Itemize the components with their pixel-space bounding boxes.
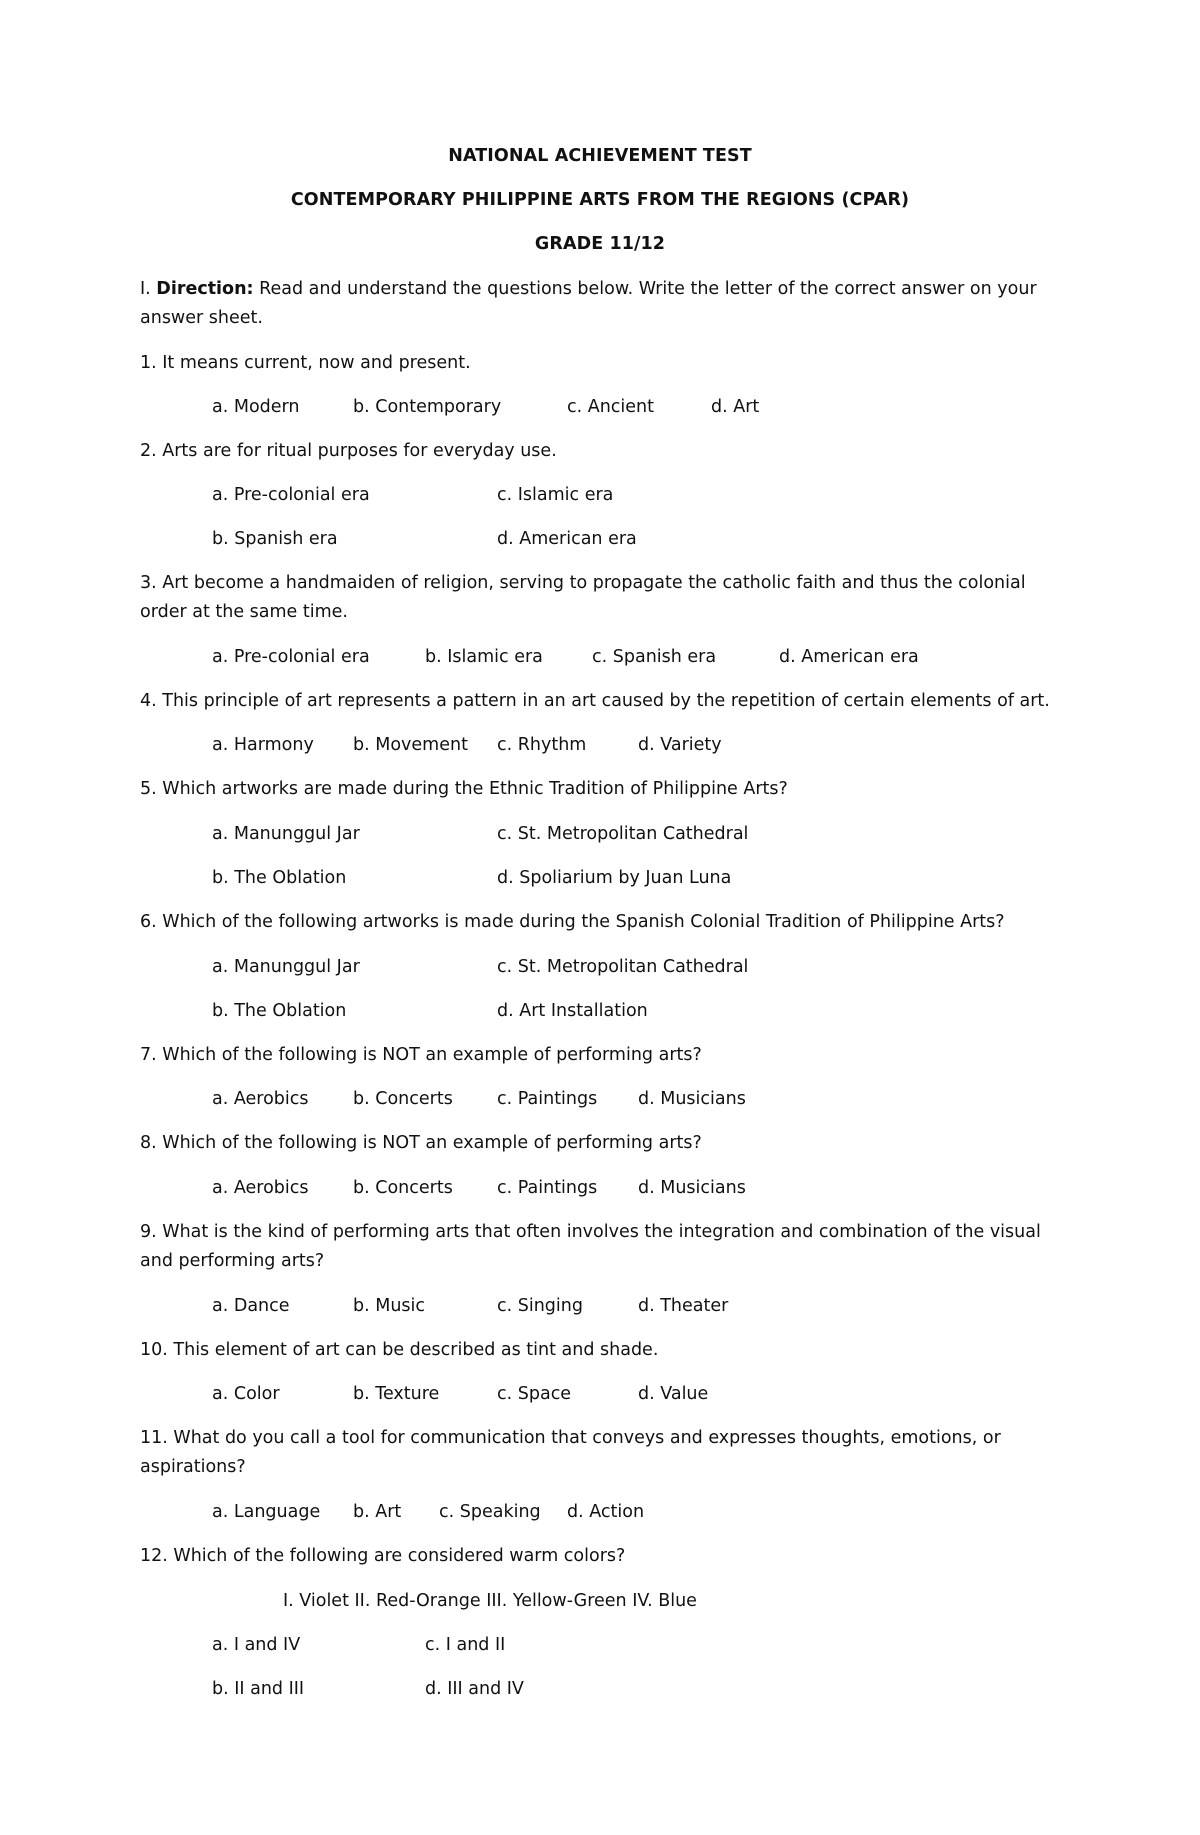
question-12 <box>140 1542 1060 1571</box>
option-a: a. I and IV <box>212 1635 301 1655</box>
option-d: d. Action <box>567 1502 645 1522</box>
question-text: Art become a handmaiden of religion, serving to propagate the catholic faith and thus the colonial order at the same time. <box>140 573 1026 622</box>
option-d: d. Spoliarium by Juan Luna <box>497 868 732 888</box>
option-c: c. Spanish era <box>592 647 717 667</box>
question-text: This element of art can be described as tint and shade. <box>167 1340 659 1360</box>
option-b: b. Movement <box>353 735 468 755</box>
question-number: 8. <box>140 1133 157 1153</box>
question-number: 4. <box>140 691 157 711</box>
option-b: b. Texture <box>353 1384 440 1404</box>
question-4 <box>140 687 1060 716</box>
option-d: d. Musicians <box>638 1089 746 1109</box>
option-c: c. Space <box>497 1384 572 1404</box>
color-list: I. Violet II. Red-Orange III. Yellow-Green IV. Blue <box>283 1591 697 1611</box>
question-text: This principle of art represents a pattern in an art caused by the repetition of certain elements of art. <box>156 691 1050 711</box>
option-c: c. Ancient <box>567 397 655 417</box>
question-10 <box>140 1336 1060 1365</box>
grade-title: GRADE 11/12 <box>534 234 666 254</box>
option-a: a. Aerobics <box>212 1178 309 1198</box>
option-a: a. Manunggul Jar <box>212 957 360 977</box>
option-c: c. St. Metropolitan Cathedral <box>497 824 749 844</box>
option-a: a. Pre-colonial era <box>212 647 370 667</box>
option-d: d. Art Installation <box>497 1001 648 1021</box>
option-c: c. Paintings <box>497 1089 598 1109</box>
option-a: a. Harmony <box>212 735 314 755</box>
question-text: Which of the following is NOT an example of performing arts? <box>156 1133 702 1153</box>
question-text: What is the kind of performing arts that often involves the integration and combination of the visual and performing arts? <box>140 1222 1041 1271</box>
question-6 <box>140 908 1060 937</box>
question-3 <box>140 569 1060 627</box>
question-11 <box>140 1424 1060 1482</box>
question-1 <box>140 349 1060 378</box>
question-number: 6. <box>140 912 157 932</box>
option-d: d. Musicians <box>638 1178 746 1198</box>
option-c: c. Islamic era <box>497 485 614 505</box>
question-8 <box>140 1129 1060 1158</box>
option-d: d. American era <box>497 529 637 549</box>
question-text: It means current, now and present. <box>156 353 471 373</box>
option-c: c. Paintings <box>497 1178 598 1198</box>
question-text: Which artworks are made during the Ethnic Tradition of Philippine Arts? <box>156 779 788 799</box>
option-d: d. III and IV <box>425 1679 524 1699</box>
question-number: 11. <box>140 1428 168 1448</box>
question-text: Which of the following are considered warm colors? <box>167 1546 626 1566</box>
option-a: a. Pre-colonial era <box>212 485 370 505</box>
option-d: d. Art <box>711 397 760 417</box>
option-b: b. Concerts <box>353 1178 453 1198</box>
subject-title: CONTEMPORARY PHILIPPINE ARTS FROM THE REGIONS (CPAR) <box>290 190 910 210</box>
option-b: b. Spanish era <box>212 529 338 549</box>
question-text: Which of the following artworks is made during the Spanish Colonial Tradition of Philippine Arts? <box>156 912 1005 932</box>
option-c: c. Singing <box>497 1296 583 1316</box>
option-c: c. Speaking <box>439 1502 541 1522</box>
question-number: 9. <box>140 1222 157 1242</box>
question-number: 3. <box>140 573 157 593</box>
option-d: d. American era <box>779 647 919 667</box>
option-d: d. Theater <box>638 1296 729 1316</box>
question-text: What do you call a tool for communication that conveys and expresses thoughts, emotions, or aspirations? <box>140 1428 1001 1477</box>
question-5 <box>140 775 1060 804</box>
option-b: b. Music <box>353 1296 426 1316</box>
direction-text: Read and understand the questions below. Write the letter of the correct answer on your answer sheet. <box>140 279 1037 328</box>
question-number: 10. <box>140 1340 168 1360</box>
option-d: d. Variety <box>638 735 722 755</box>
option-a: a. Language <box>212 1502 321 1522</box>
option-a: a. Color <box>212 1384 280 1404</box>
option-b: b. Concerts <box>353 1089 453 1109</box>
option-b: b. The Oblation <box>212 1001 347 1021</box>
question-9 <box>140 1218 1060 1276</box>
option-b: b. Art <box>353 1502 402 1522</box>
direction-prefix: I. <box>140 279 157 299</box>
option-c: c. Rhythm <box>497 735 587 755</box>
question-number: 2. <box>140 441 157 461</box>
test-title: NATIONAL ACHIEVEMENT TEST <box>448 146 752 166</box>
option-a: a. Dance <box>212 1296 290 1316</box>
direction-paragraph <box>140 275 1060 333</box>
option-b: b. The Oblation <box>212 868 347 888</box>
option-c: c. I and II <box>425 1635 506 1655</box>
option-a: a. Manunggul Jar <box>212 824 360 844</box>
question-number: 12. <box>140 1546 168 1566</box>
question-number: 1. <box>140 353 157 373</box>
option-d: d. Value <box>638 1384 709 1404</box>
option-c: c. St. Metropolitan Cathedral <box>497 957 749 977</box>
question-text: Which of the following is NOT an example of performing arts? <box>156 1045 702 1065</box>
question-number: 5. <box>140 779 157 799</box>
option-b: b. Contemporary <box>353 397 502 417</box>
question-text: Arts are for ritual purposes for everyday use. <box>156 441 557 461</box>
option-a: a. Modern <box>212 397 300 417</box>
option-b: b. II and III <box>212 1679 305 1699</box>
question-2 <box>140 437 1060 466</box>
question-7 <box>140 1041 1060 1070</box>
direction-label: Direction: <box>156 279 254 299</box>
option-a: a. Aerobics <box>212 1089 309 1109</box>
option-b: b. Islamic era <box>425 647 543 667</box>
question-number: 7. <box>140 1045 157 1065</box>
